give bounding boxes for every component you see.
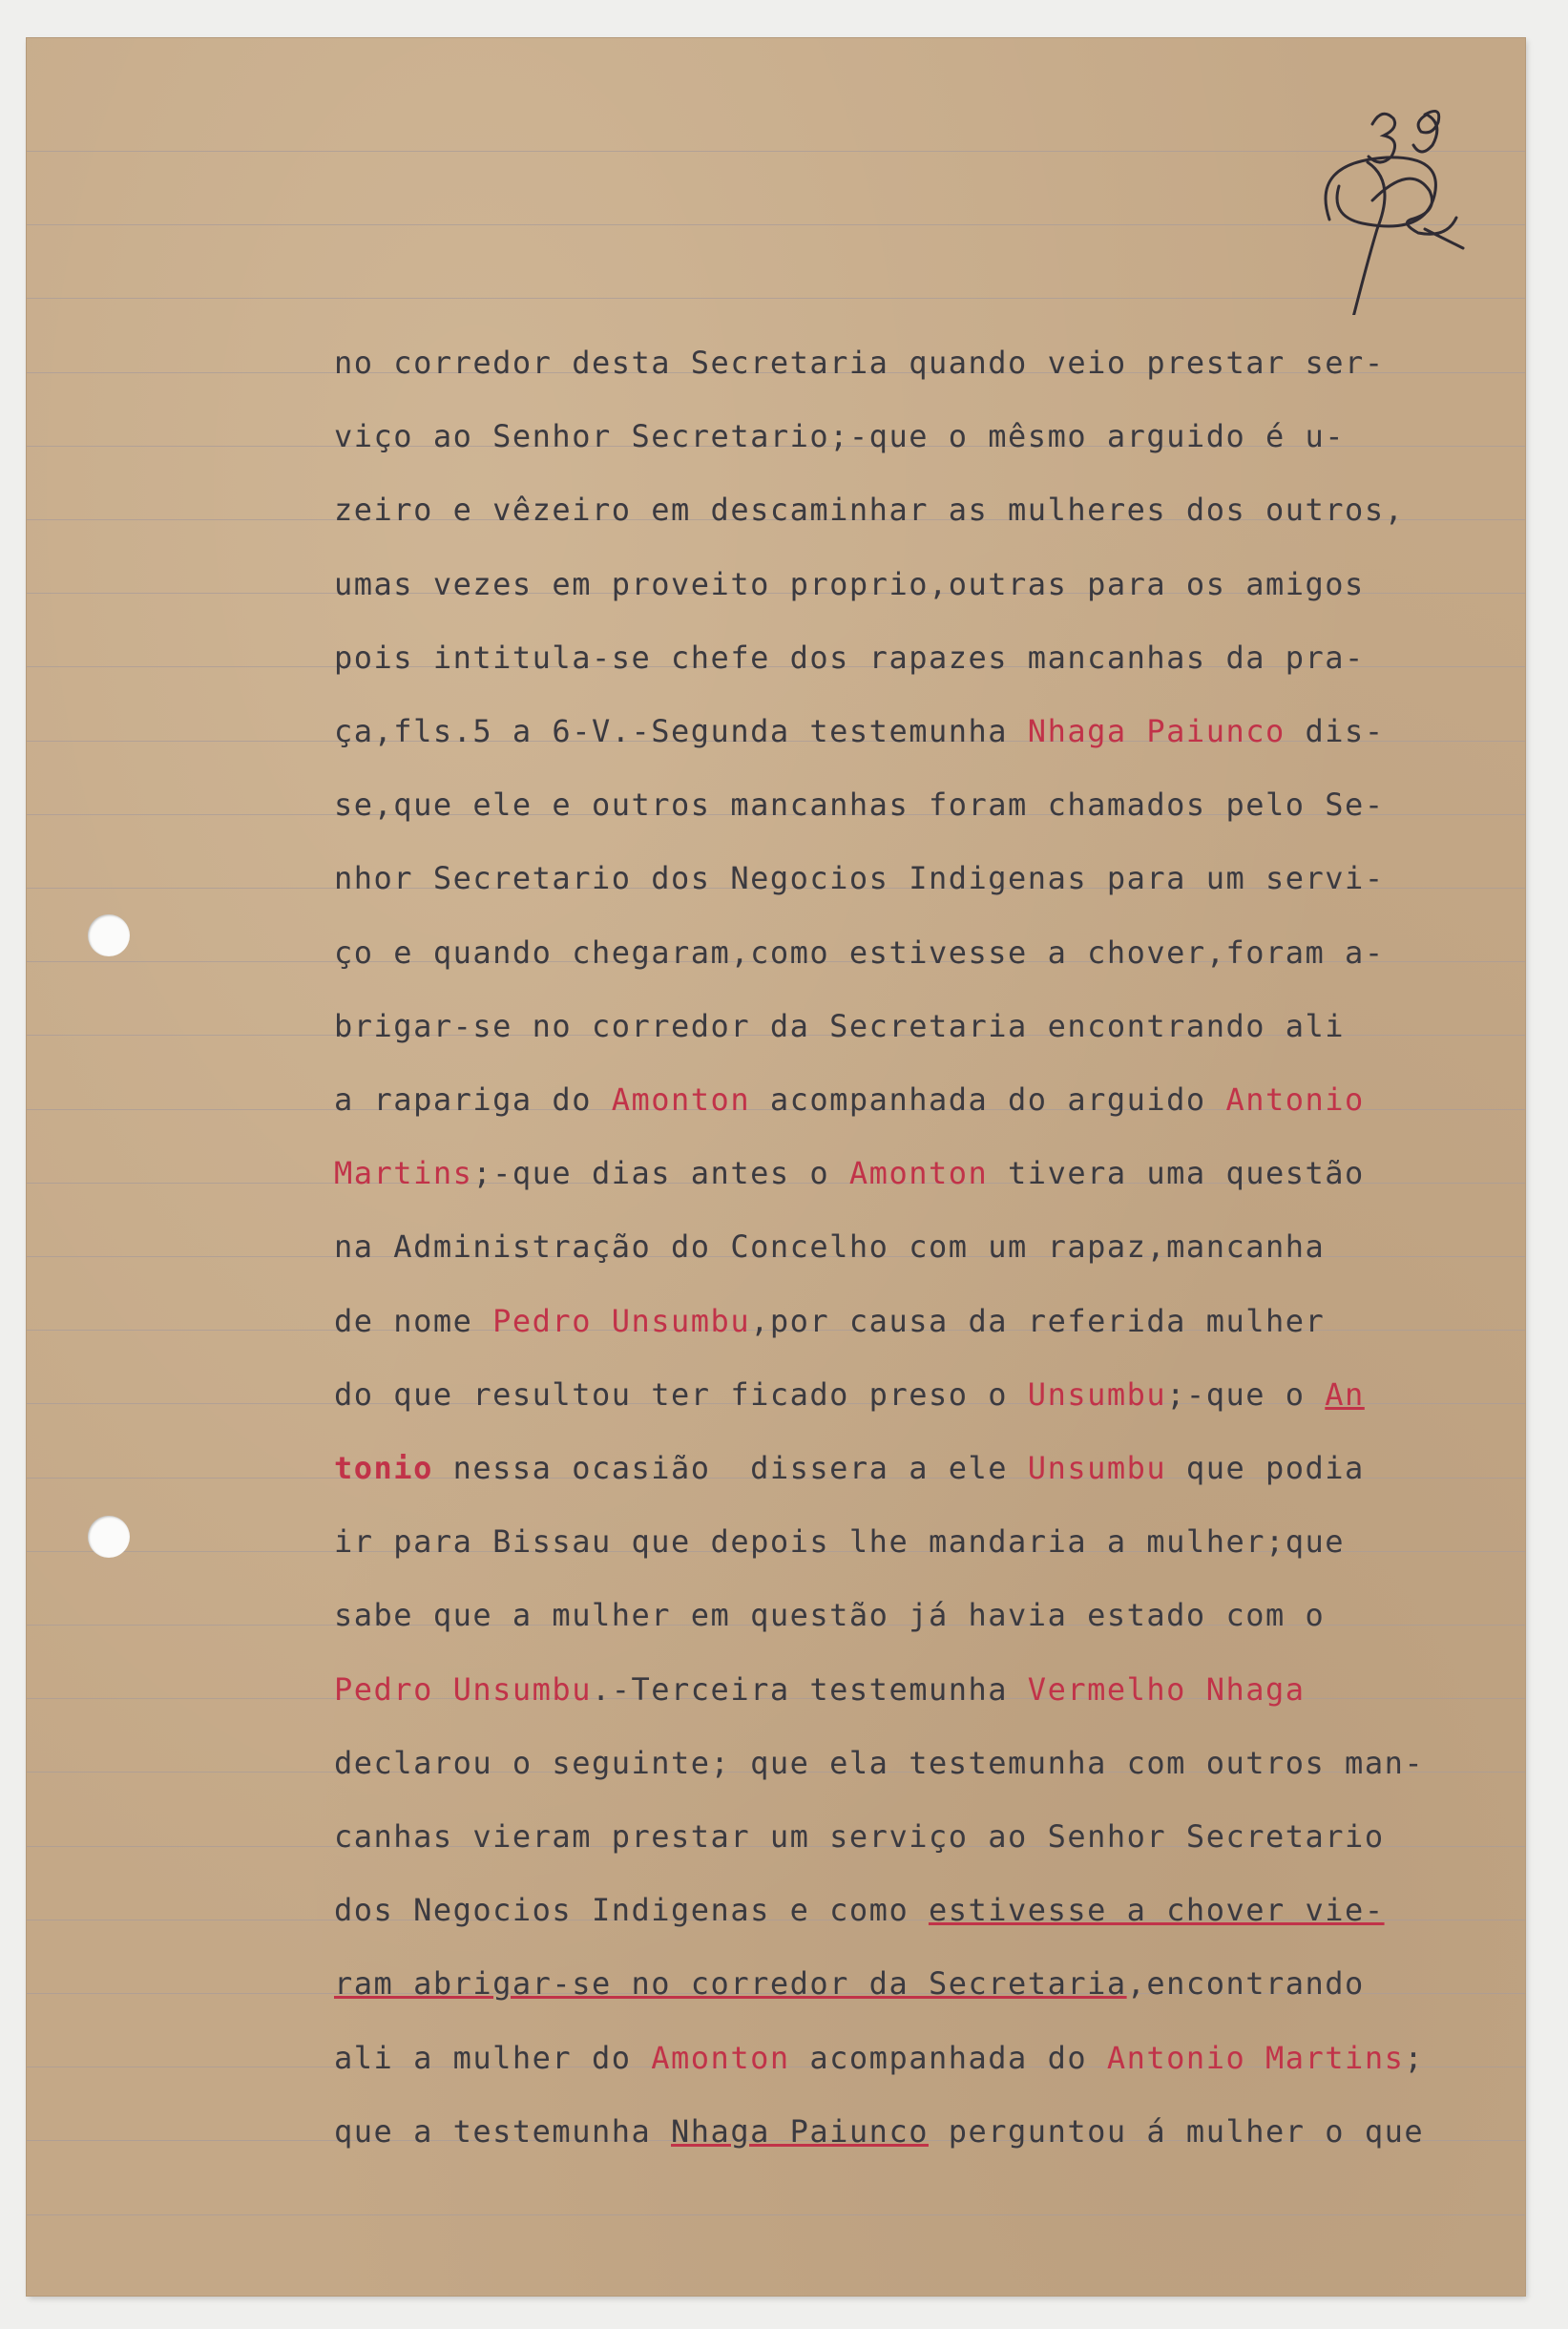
text-line [334, 640, 1365, 676]
text-segment: dos Negocios Indigenas e como [334, 1892, 929, 1929]
text-segment: no corredor desta Secretaria quando veio prestar ser- [334, 345, 1385, 381]
text-segment: que a testemunha [334, 2112, 672, 2150]
red-name-text: Martins [334, 1155, 473, 1192]
text-line [334, 787, 1385, 823]
text-line [334, 566, 1365, 602]
text-line [334, 345, 1385, 381]
text-segment: sabe que a mulher em questão já havia estado com o [334, 1597, 1326, 1634]
text-segment: que podia [1166, 1450, 1365, 1486]
red-name-text: Unsumbu [1027, 1450, 1167, 1486]
text-segment: nhor Secretario dos Negocios Indigenas para um servi- [334, 860, 1385, 897]
document-sheet [27, 38, 1525, 2296]
text-segment: dis- [1285, 713, 1385, 749]
text-line [334, 1376, 1365, 1413]
text-segment: ram abrigar-se no corredor da Secretaria [334, 1965, 1127, 2003]
text-segment: declarou o seguinte; que ela testemunha com outros man- [334, 1744, 1425, 1781]
text-segment: acompanhada do [789, 2039, 1107, 2076]
text-line [334, 713, 1385, 749]
text-line [334, 934, 1385, 971]
text-segment: canhas vieram prestar um serviço ao Senhor Secretario [334, 1818, 1385, 1855]
red-name-text: Pedro Unsumbu [492, 1302, 751, 1339]
text-line [334, 1008, 1345, 1044]
red-name-text: Amonton [848, 1155, 989, 1192]
text-segment: zeiro e vêzeiro em descaminhar as mulheres dos outros, [334, 492, 1405, 529]
punch-hole-bottom [88, 1516, 130, 1558]
red-name-text: Antonio [1225, 1081, 1365, 1118]
text-segment: brigar-se no corredor da Secretaria encontrando ali [334, 1007, 1346, 1044]
text-segment: a rapariga do [334, 1081, 612, 1118]
text-segment: do que resultou ter ficado preso o [334, 1375, 1028, 1413]
text-line [334, 1745, 1424, 1781]
text-segment: Nhaga Paiunco [671, 2112, 929, 2150]
text-segment: estivesse a chover vie- [928, 1892, 1385, 1929]
text-line [334, 2113, 1424, 2150]
text-segment: ça,fls.5 a 6-V.-Segunda testemunha [334, 713, 1028, 749]
text-segment: de nome [334, 1302, 493, 1339]
text-segment: na Administração do Concelho com um rapaz,mancanha [334, 1228, 1326, 1266]
text-segment: ço e quando chegaram,como estivesse a chover,foram a- [334, 934, 1385, 971]
text-segment: .-Terceira testemunha [591, 1670, 1028, 1708]
text-line [334, 1081, 1365, 1118]
red-name-text: Amonton [611, 1081, 751, 1118]
red-name-text: Amonton [651, 2039, 790, 2076]
red-name-text: An [1325, 1375, 1365, 1413]
ruled-line [27, 2214, 1525, 2215]
text-segment: acompanhada do arguido [750, 1081, 1226, 1118]
text-line [334, 1155, 1365, 1191]
red-name-text: Vermelho Nhaga [1027, 1670, 1306, 1708]
text-line [334, 1597, 1325, 1633]
red-name-text: Nhaga Paiunco [1027, 713, 1286, 749]
text-segment: perguntou á mulher o que [928, 2112, 1425, 2150]
text-line [334, 1303, 1325, 1339]
text-segment: viço ao Senhor Secretario;-que o mêsmo arguido é u- [334, 418, 1346, 455]
red-name-text: Unsumbu [1027, 1375, 1167, 1413]
text-segment: ; [1404, 2039, 1425, 2076]
text-line [334, 418, 1345, 454]
text-segment: se,que ele e outros mancanhas foram chamados pelo Se- [334, 787, 1385, 824]
text-line [334, 860, 1385, 896]
text-line [334, 1523, 1345, 1560]
red-name-text: Pedro Unsumbu [334, 1670, 592, 1708]
red-name-text: tonio [334, 1450, 433, 1486]
text-line [334, 1450, 1365, 1486]
punch-hole-top [88, 914, 130, 956]
text-segment: ;-que dias antes o [472, 1155, 849, 1192]
text-segment: pois intitula-se chefe dos rapazes mancanhas da pra- [334, 639, 1365, 676]
text-segment: ,encontrando [1126, 1965, 1365, 2003]
text-segment: tivera uma questão [988, 1155, 1365, 1192]
text-line [334, 1965, 1365, 2002]
text-line [334, 1228, 1325, 1265]
text-line [334, 492, 1404, 528]
folio-number-and-rubric [1282, 86, 1492, 315]
text-line [334, 1892, 1385, 1928]
red-name-text: Antonio Martins [1106, 2039, 1405, 2076]
text-line [334, 1671, 1306, 1708]
text-line [334, 1818, 1385, 1855]
text-line [334, 2040, 1424, 2076]
text-segment: umas vezes em proveito proprio,outras para os amigos [334, 565, 1365, 602]
text-segment: nessa ocasião dissera a ele [432, 1450, 1028, 1486]
text-segment: ;-que o [1166, 1375, 1326, 1413]
text-segment: ,por causa da referida mulher [750, 1302, 1326, 1339]
text-segment: ali a mulher do [334, 2039, 652, 2076]
text-segment: ir para Bissau que depois lhe mandaria a mulher;que [334, 1523, 1346, 1561]
